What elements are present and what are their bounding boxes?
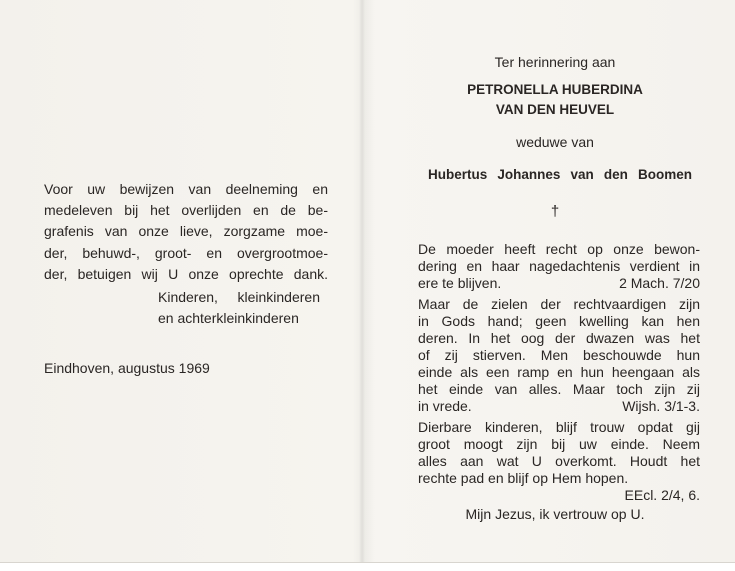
card-fold (359, 0, 365, 562)
verse-line: in Gods hand; geen kwelling kan hen (418, 313, 700, 329)
signature-line: Kinderen, kleinkinderen (158, 289, 320, 305)
verse-line: De moeder heeft recht op onze bewon- (418, 241, 700, 257)
verse-reference: Wijsh. 3/1-3. (622, 398, 700, 414)
relation-text: weduwe van (516, 134, 594, 150)
thanks-line: der, betuigen wij U onze oprechte dank. (44, 266, 328, 282)
spouse-name: Hubertus Johannes van den Boomen (428, 167, 692, 182)
thanks-line: der, behuwd-, groot- en overgrootmoe- (44, 245, 328, 261)
deceased-name: PETRONELLA HUBERDINA (467, 82, 643, 97)
closing-prayer: Mijn Jezus, ik vertrouw op U. (465, 506, 645, 522)
verse-line: in vrede. (418, 398, 472, 414)
verse-line: het einde van alles. Maar toch zijn zij (418, 381, 700, 397)
verse-line: einde als een ramp en hun heengaan als (418, 364, 700, 380)
verse-line: of zij stierven. Men beschouwde hun (418, 347, 700, 363)
thanks-line: medeleven bij het overlijden en de be- (44, 202, 328, 218)
thanks-line: Voor uw bewijzen van deelneming en (44, 181, 328, 197)
verse-line: Dierbare kinderen, blijf trouw opdat gij (418, 419, 700, 435)
verse-line: ere te blijven. (418, 275, 502, 291)
verse-line: deren. In het oog der dwazen was het (418, 330, 700, 346)
deceased-surname: VAN DEN HEUVEL (495, 102, 615, 117)
verse-line: dering en haar nagedachtenis verdient in (418, 258, 700, 274)
thanks-line: grafenis van onze lieve, zorgzame moe- (44, 223, 328, 239)
verse-line: groot moogt zijn bij uw einde. Neem (418, 436, 700, 452)
verse-reference: 2 Mach. 7/20 (619, 275, 700, 291)
verse-reference: EEcl. 2/4, 6. (624, 487, 700, 503)
verse-line: rechte pad en blijf op Hem hopen. (418, 470, 629, 486)
cross-icon: † (550, 203, 560, 220)
intro-text: Ter herinnering aan (494, 54, 616, 70)
signature-line: en achterkleinkinderen (158, 310, 299, 326)
verse-line: Maar de zielen der rechtvaardigen zijn (418, 296, 700, 312)
place-date: Eindhoven, augustus 1969 (44, 360, 210, 376)
verse-line: alles aan wat U overkomt. Houdt het (418, 453, 700, 469)
